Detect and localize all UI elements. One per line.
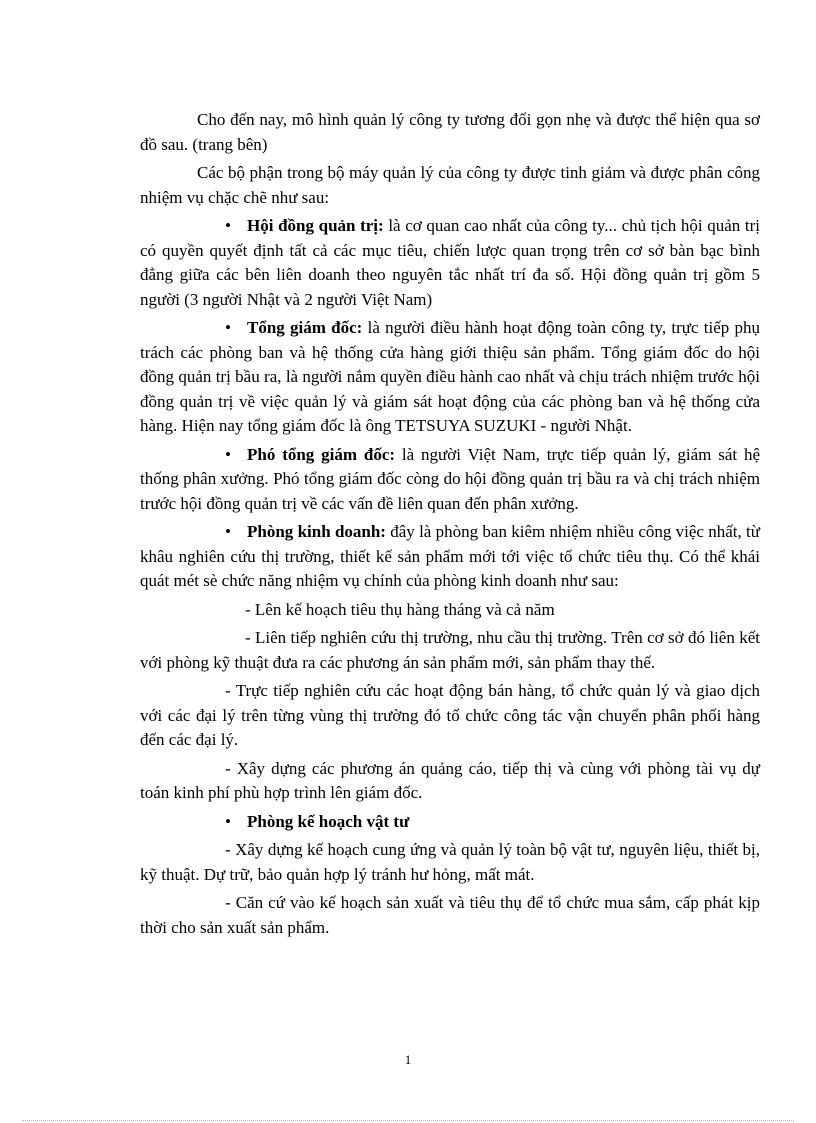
bullet-icon: • xyxy=(225,522,231,541)
bullet-title: Phó tổng giám đốc: xyxy=(247,444,396,464)
sales-duty-item: - Liên tiếp nghiên cứu thị trường, nhu cầu thị trường. Trên cơ sở đó liên kết với phòng kỹ thuật đưa ra các phương án sản phẩm mới, sản phẩm thay thế. xyxy=(140,628,760,672)
planning-duty-item: - Xây dựng kế hoạch cung ứng và quản lý toàn bộ vật tư, nguyên liệu, thiết bị, kỹ thuật. Dự trữ, bảo quản hợp lý tránh hư hỏng, mất mát. xyxy=(140,840,760,884)
sales-duty-item: - Trực tiếp nghiên cứu các hoạt động bán hàng, tổ chức quản lý và giao dịch với các đại lý trên từng vùng thị trường đó tổ chức công tác vận chuyển phân phối hàng đến các đại lý. xyxy=(140,681,760,749)
intro-paragraph: Cho đến nay, mô hình quản lý công ty tương đối gọn nhẹ và được thể hiện qua sơ đồ sau. (trang bên) xyxy=(140,110,760,154)
bullet-text: là cơ quan cao nhất của công ty... chủ tịch hội quản trị có quyền quyết định tất cả các mục tiêu, chiến lược quan trọng trên cơ sở bàn bạc bình đẳng giữa các bên liên doanh theo nguyên tắc nhất trí đa số. Hội đồng quản trị gồm 5 người (3 người Nhật và 2 người Việt Nam) xyxy=(140,216,760,309)
document-page xyxy=(140,108,760,944)
bullet-title: Phòng kinh doanh: xyxy=(247,522,386,541)
sales-duty-item: - Xây dựng các phương án quảng cáo, tiếp thị và cùng với phòng tài vụ dự toán kinh phí phù hợp trình lên giám đốc. xyxy=(140,758,760,802)
bullet-icon: • xyxy=(225,318,231,337)
bullet-text: đây là phòng ban kiêm nhiệm nhiều công việc nhất, từ khâu nghiên cứu thị trường, thiết kế sản phẩm mới tới việc tổ chức tiêu thụ. Có thể khái quát mét sè chức năng nhiệm vụ chính của phòng kinh doanh như sau: xyxy=(140,522,760,590)
bullet-text: là người điều hành hoạt động toàn công ty, trực tiếp phụ trách các phòng ban và hệ thống cửa hàng giới thiệu sản phẩm. Tổng giám đốc do hội đồng quản trị bầu ra, là người nắm quyền điều hành cao nhất và chịu trách nhiệm trước hội đồng quản trị về việc quản lý và giám sát hoạt động của các phòng ban và hệ thống cửa hàng. Hiện nay tổng giám đốc là ông TETSUYA SUZUKI - người Nhật. xyxy=(140,318,760,435)
bullet-deputy-director xyxy=(140,443,760,517)
page-number: 1 xyxy=(404,1052,412,1067)
bullet-general-director xyxy=(140,316,760,439)
bullet-title: Tổng giám đốc: xyxy=(247,318,363,337)
page-divider xyxy=(22,1120,794,1121)
bullet-board-of-directors xyxy=(140,214,760,312)
bullet-icon: • xyxy=(225,216,231,235)
bullet-sales-department xyxy=(140,520,760,594)
bullet-icon: • xyxy=(225,811,231,831)
bullet-icon: • xyxy=(225,444,231,464)
planning-duty-item: - Căn cứ vào kế hoạch sản xuất và tiêu thụ để tổ chức mua sắm, cấp phát kịp thời cho sản xuất sản phẩm. xyxy=(140,893,760,937)
bullet-title: Phòng kế hoạch vật tư xyxy=(247,811,410,831)
bullet-planning-department xyxy=(140,810,760,835)
bullet-text: là người Việt Nam, trực tiếp quản lý, giám sát hệ thống phân xưởng. Phó tổng giám đốc còng do hội đồng quản trị bầu ra và chị trách nhiệm trước hội đồng quản trị về các vấn đề liên quan đến phân xưởng. xyxy=(140,444,761,513)
bullet-title: Hội đồng quản trị: xyxy=(247,216,384,235)
departments-intro-paragraph: Các bộ phận trong bộ máy quản lý của công ty được tinh giảm và được phân công nhiệm vụ chặc chẽ như sau: xyxy=(140,163,760,207)
sales-duty-item: - Lên kế hoạch tiêu thụ hàng tháng và cả năm xyxy=(245,599,555,619)
